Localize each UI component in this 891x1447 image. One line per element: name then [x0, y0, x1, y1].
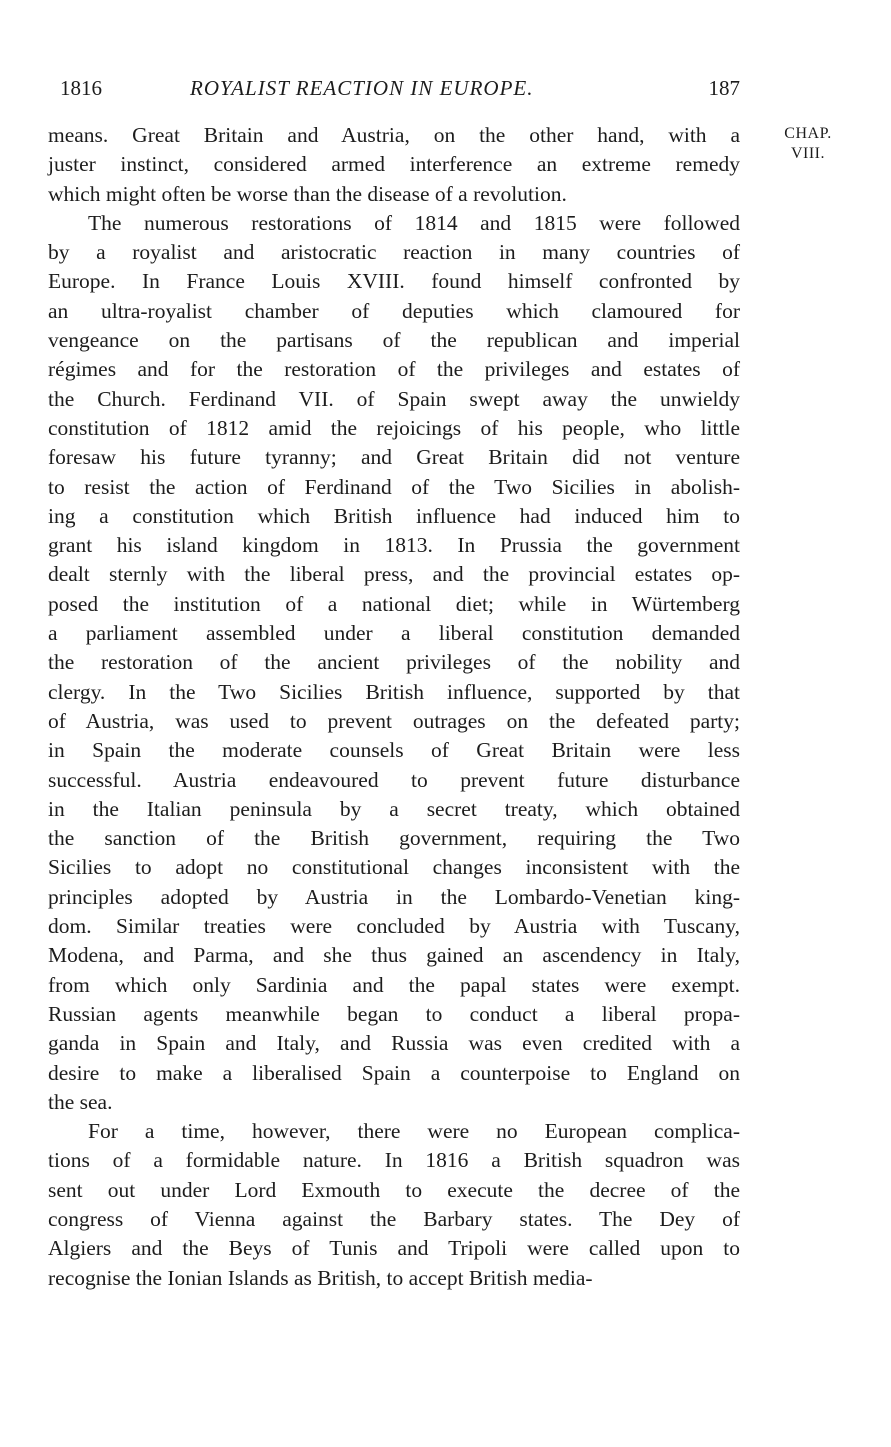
chapter-margin-note: [748, 124, 868, 164]
text-line: in the Italian peninsula by a secret treaty, which obtained: [48, 796, 740, 821]
text-line: from which only Sardinia and the papal states were exempt.: [48, 972, 740, 997]
running-head-year: 1816: [60, 76, 102, 100]
margin-note-chap: CHAP.: [784, 125, 832, 142]
text-line: the restoration of the ancient privileges of the nobility and: [48, 650, 740, 675]
page-number: 187: [708, 76, 740, 100]
text-line: sent out under Lord Exmouth to execute the decree of the: [48, 1177, 740, 1202]
text-line: principles adopted by Austria in the Lombardo-Venetian king-: [48, 884, 740, 909]
text-line: juster instinct, considered armed interference an extreme remedy: [48, 152, 740, 177]
paragraph: [48, 121, 740, 209]
text-line: a parliament assembled under a liberal constitution demanded: [48, 621, 740, 646]
text-line: in Spain the moderate counsels of Great Britain were less: [48, 738, 740, 763]
body-text: [48, 121, 740, 1293]
text-line: the sanction of the British government, requiring the Two: [48, 826, 740, 851]
text-line: For a time, however, there were no European complica-: [88, 1119, 740, 1144]
text-line: by a royalist and aristocratic reaction in many countries of: [48, 240, 740, 265]
text-line: of Austria, was used to prevent outrages on the defeated party;: [48, 708, 740, 733]
paragraph: [48, 209, 740, 1117]
text-line: Algiers and the Beys of Tunis and Tripoli were called upon to: [48, 1236, 740, 1261]
text-line: constitution of 1812 amid the rejoicings of his people, who little: [48, 415, 740, 440]
text-line: ing a constitution which British influence had induced him to: [48, 503, 740, 528]
text-line: foresaw his future tyranny; and Great Britain did not venture: [48, 445, 740, 470]
margin-note-number: VIII.: [790, 145, 826, 162]
running-head-title: ROYALIST REACTION IN EUROPE.: [190, 76, 534, 100]
running-head: [60, 76, 740, 106]
text-line: Russian agents meanwhile began to conduct a liberal propa-: [48, 1001, 740, 1026]
text-line: Sicilies to adopt no constitutional changes inconsistent with the: [48, 855, 740, 880]
text-line: which might often be worse than the disease of a revolution.: [48, 181, 567, 206]
text-line: to resist the action of Ferdinand of the Two Sicilies in abolish-: [48, 474, 740, 499]
text-line: Modena, and Parma, and she thus gained an ascendency in Italy,: [48, 943, 740, 968]
text-line: clergy. In the Two Sicilies British influence, supported by that: [48, 679, 740, 704]
text-line: the sea.: [48, 1089, 113, 1114]
paragraph: [48, 1117, 740, 1293]
text-line: means. Great Britain and Austria, on the other hand, with a: [48, 123, 740, 147]
text-line: régimes and for the restoration of the privileges and estates of: [48, 357, 740, 382]
text-line: an ultra-royalist chamber of deputies which clamoured for: [48, 298, 740, 323]
text-line: the Church. Ferdinand VII. of Spain swept away the unwieldy: [48, 386, 740, 411]
text-line: congress of Vienna against the Barbary states. The Dey of: [48, 1206, 740, 1231]
text-line: dom. Similar treaties were concluded by Austria with Tuscany,: [48, 914, 740, 939]
text-line: desire to make a liberalised Spain a counterpoise to England on: [48, 1060, 740, 1085]
text-line: The numerous restorations of 1814 and 1815 were followed: [88, 210, 740, 235]
text-line: tions of a formidable nature. In 1816 a British squadron was: [48, 1148, 740, 1173]
text-line: Europe. In France Louis XVIII. found himself confronted by: [48, 269, 740, 294]
text-line: grant his island kingdom in 1813. In Prussia the government: [48, 533, 740, 558]
text-line: vengeance on the partisans of the republican and imperial: [48, 328, 740, 353]
text-line: ganda in Spain and Italy, and Russia was even credited with a: [48, 1031, 740, 1056]
text-line: posed the institution of a national diet; while in Würtemberg: [48, 591, 740, 616]
text-line: successful. Austria endeavoured to prevent future disturbance: [48, 767, 740, 792]
text-line: dealt sternly with the liberal press, and the provincial estates op-: [48, 562, 740, 587]
text-line: recognise the Ionian Islands as British, to accept British media-: [48, 1265, 593, 1290]
